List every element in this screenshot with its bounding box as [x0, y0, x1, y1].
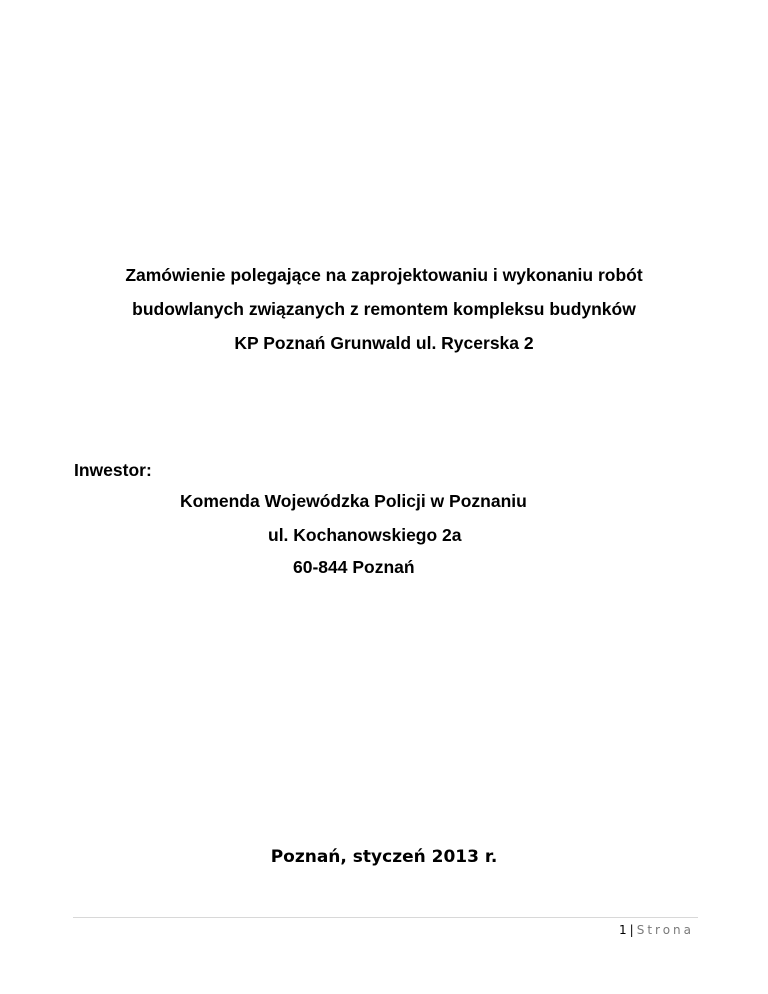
title-line-1: Zamówienie polegające na zaprojektowaniu i wykonaniu robót: [125, 265, 643, 285]
investor-postal-city: 60-844 Poznań: [293, 557, 415, 577]
page-word: Strona: [636, 923, 694, 937]
page-footer: [619, 922, 694, 938]
investor-label: Inwestor:: [74, 460, 152, 480]
footer-separator: |: [629, 923, 634, 937]
investor-street: ul. Kochanowskiego 2a: [268, 525, 462, 545]
footer-divider: [73, 917, 698, 918]
investor-name: Komenda Wojewódzka Policji w Poznaniu: [180, 491, 527, 511]
page-number: 1: [619, 923, 627, 937]
document-title: [0, 258, 768, 360]
place-date: Poznań, styczeń 2013 r.: [270, 847, 498, 867]
title-line-2: budowlanych związanych z remontem kompleksu budynków: [132, 299, 636, 319]
title-line-3: KP Poznań Grunwald ul. Rycerska 2: [234, 333, 534, 353]
